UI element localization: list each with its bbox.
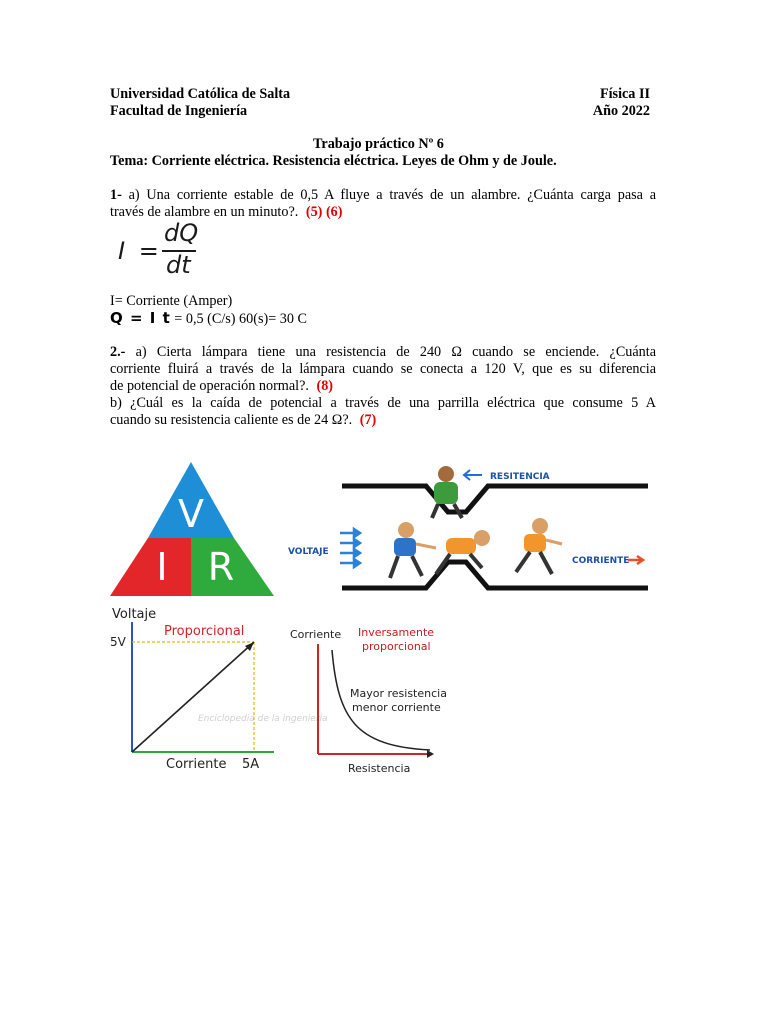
chart2-ylabel: Corriente [290, 628, 342, 641]
q1-line1 [110, 187, 656, 204]
resistance-label: RESITENCIA [490, 472, 550, 482]
chart1-ylabel: Voltaje [112, 607, 157, 622]
formula-lhs: I = [118, 237, 162, 265]
chart2-curve [332, 650, 430, 750]
header-left-2 [110, 103, 656, 120]
q1-formula [118, 220, 198, 280]
subject-name: Física II [599, 86, 650, 102]
chart1-xtick: 5A [242, 757, 260, 772]
q2-b-line2 [110, 412, 656, 429]
watermark-text: Enciclopedia de la ingeniería [198, 714, 328, 724]
ohm-triangle [108, 460, 276, 598]
formula-denominator: dt [166, 251, 191, 279]
q1-refs: (5) (6) [305, 204, 343, 220]
university-name: Universidad Católica de Salta [110, 86, 291, 102]
chart1-xlabel: Corriente [166, 757, 227, 772]
triangle-label-i: I [156, 545, 168, 589]
current-label: CORRIENTE [572, 556, 630, 566]
q1-number: 1- [110, 187, 122, 203]
q1-answer-value: = 0,5 (C/s) 60(s)= 30 C [170, 311, 307, 327]
q2-a-text-1: a) Cierta lámpara tiene una resistencia de 240 Ω cuando se enciende. ¿Cuánta [135, 344, 657, 360]
chart2-title-line1: Inversamente [358, 626, 435, 639]
course-year: Año 2022 [592, 103, 650, 119]
chart1-data-line [132, 642, 254, 752]
triangle-label-r: R [207, 545, 235, 589]
chart-inverse [286, 620, 456, 778]
q2-number: 2.- [110, 344, 126, 360]
q1-answer [110, 310, 656, 328]
faculty-name: Facultad de Ingeniería [110, 103, 248, 119]
q1-definition: I= Corriente (Amper) [110, 293, 233, 309]
triangle-left-i [110, 538, 191, 596]
page-title: Trabajo práctico Nº 6 [313, 136, 444, 152]
chart2-title-line2: proporcional [362, 640, 431, 653]
q2-a-ref: (8) [316, 378, 334, 394]
q1-text-2: través de alambre en un minuto?. [110, 204, 299, 220]
chart2-annotation-line1: Mayor resistencia [350, 687, 447, 700]
chart2-xlabel: Resistencia [348, 762, 411, 775]
voltage-label: VOLTAJE [288, 547, 329, 557]
resistance-arrow-icon [464, 470, 482, 480]
chart1-title: Proporcional [164, 624, 245, 639]
chart2-x-arrowhead [427, 750, 434, 758]
q2-b-ref: (7) [359, 412, 377, 428]
q1-answer-formula: Q = I t [110, 309, 171, 327]
blue-figure-icon [390, 522, 436, 578]
q2-b-line1: b) ¿Cuál es la caída de potencial a través de una parrilla eléctrica que consume 5 A [110, 395, 656, 411]
page-topic: Tema: Corriente eléctrica. Resistencia eléctrica. Leyes de Ohm y de Joule. [110, 153, 557, 169]
header-left [110, 86, 656, 103]
q1-text-1: a) Una corriente estable de 0,5 A fluye a través de un alambre. ¿Cuánta carga pasa a [128, 187, 657, 203]
formula-numerator: dQ [164, 219, 199, 247]
q2-a-text-3: de potencial de operación normal?. [110, 378, 309, 394]
q2-b-text-2: cuando su resistencia caliente es de 24 Ω?. [110, 412, 353, 428]
chart-proportional [106, 600, 282, 776]
pipe-top-wall [342, 486, 648, 512]
ohm-cartoon [286, 458, 650, 598]
triangle-label-v: V [178, 492, 204, 536]
q2-a-line3 [110, 378, 656, 395]
current-arrow-icon [628, 556, 643, 564]
voltage-arrows-icon [340, 529, 360, 567]
chart2-annotation-line2: menor corriente [352, 701, 441, 714]
q2-a-line2: corriente fluirá a través de la lámpara cuando se conecta a 120 V, que es su diferencia [110, 361, 656, 377]
chart1-ytick: 5V [110, 635, 126, 649]
running-figure-icon [516, 518, 562, 574]
q2-a-line1 [110, 344, 656, 361]
